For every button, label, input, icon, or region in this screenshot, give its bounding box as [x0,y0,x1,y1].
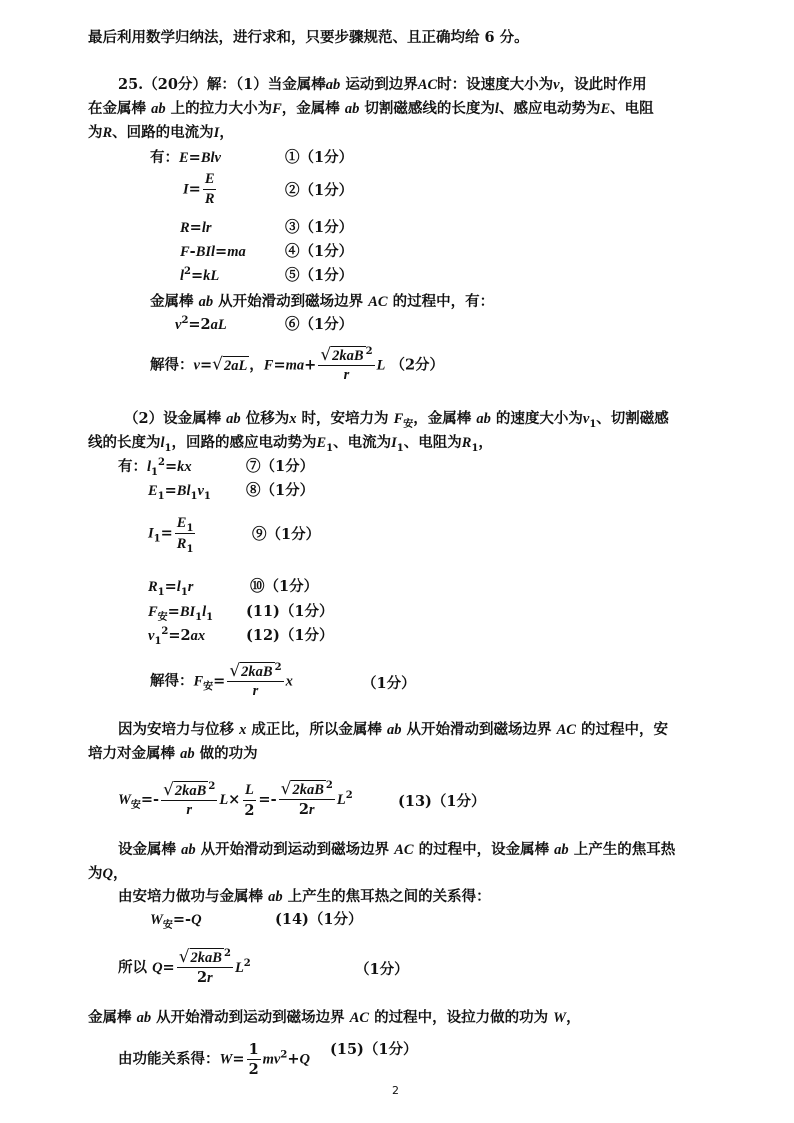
eq-12: $v_1^2=2ax$ [148,626,206,647]
eq-7-label: ⑦（1分） [246,458,315,475]
heat-line2: 为Q， [88,865,128,882]
slide-statement: 金属棒 ab 从开始滑动到磁场边界 AC 的过程中，有： [150,293,495,310]
eq-6: $v^2=2aL$ [175,315,227,333]
eq-8: $E_1=Bl_1v_1$ [148,482,211,502]
heat-line1: 设金属棒 ab 从开始滑动到运动到磁场边界 AC 的过程中，设金属棒 ab 上产生的焦耳热 [118,841,676,858]
solution-2: 解得：$F_安=$ $\frac{√2kaB ^2}{r}$ x [150,661,293,699]
eq-5: $l^2=kL$ [180,266,220,284]
eq-6-label: ⑥（1分） [285,316,354,333]
relation-line: 由安培力做功与金属棒 ab 上产生的焦耳热之间的关系得： [118,888,491,905]
eq-9: $I_1=$ $\frac{E_1}{R_1}$ [148,515,194,555]
eq-9-label: ⑨（1分） [252,526,321,543]
eq-1-label: ①（1分） [285,149,354,166]
eq-14-label: (14)（1分） [275,911,363,928]
problem-25-line1: 25.（20分）解：（1）当金属棒ab 运动到边界AC时：设速度大小为v，设此时作用 [118,76,647,93]
eq-13: $W_安=-$ $\frac{√2kaB ^2}{r}$ L× $\frac{L}{2}$ =- $\frac{√2kaB ^2}{2r}$ $L^2$ [118,779,353,819]
eq-13-label: (13)（1分） [398,793,486,810]
eq-2: I= $\frac{E}{R}$ [183,171,215,207]
q-result-score: （1分） [355,961,409,978]
eq-4-label: ④（1分） [285,243,354,260]
solution-1: 解得：v=√2aL ，F=ma+ $\frac{√2kaB ^2}{r}$ L （2分） [150,345,445,383]
eq-12-label: (12)（1分） [246,627,334,644]
work-line: 金属棒 ab 从开始滑动到运动到磁场边界 AC 的过程中，设拉力做的功为 W， [88,1009,581,1026]
eq-10: $R_1=l_1r$ [148,578,194,598]
eq-1: 有：E=Blv [150,149,221,166]
eq-10-label: ⑩（1分） [250,578,319,595]
problem-25-line2: 在金属棒 ab 上的拉力大小为F，金属棒 ab 切割磁感线的长度为l、感应电动势为E、电阻 [88,100,654,117]
eq-8-label: ⑧（1分） [246,482,315,499]
eq-11-label: (11)（1分） [246,603,334,620]
part2-line1: （2）设金属棒 ab 位移为x 时，安培力为 $F_安$，金属棒 ab 的速度大小为$v_1$、切割磁感 [124,410,669,430]
eq-2-label: ②（1分） [285,182,354,199]
eq-11: $F_安=BI_1l_1$ [148,603,214,623]
line-intro: 最后利用数学归纳法，进行求和，只要步骤规范、且正确均给 6 分。 [88,29,529,46]
proportional-line1: 因为安培力与位移 x 成正比，所以金属棒 ab 从开始滑动到磁场边界 AC 的过程中，安 [118,721,668,738]
problem-25-line3: 为R、回路的电流为I， [88,124,234,141]
eq-14: $W_安=-Q$ [150,911,202,931]
eq-4: F-BIl=ma [180,243,246,260]
eq-3-label: ③（1分） [285,219,354,236]
eq-3: R=lr [180,219,212,236]
eq-7: 有：$l_1^2=kx$ [118,457,192,478]
page-number: 2 [392,1084,399,1097]
solution-2-score: （1分） [362,675,416,692]
eq-5-label: ⑤（1分） [285,267,354,284]
eq-15-label: (15)（1分） [330,1041,418,1058]
q-result: 所以 Q= $\frac{√2kaB ^2}{2r}$ $L^2$ [118,947,251,986]
part2-line2: 线的长度为$l_1$，回路的感应电动势为$E_1$、电流为$I_1$、电阻为$R_1$， [88,434,493,454]
eq-15: 由功能关系得：W= $\frac{1}{2}$ $mv^2+Q$ [118,1041,310,1078]
proportional-line2: 培力对金属棒 ab 做的功为 [88,745,258,762]
